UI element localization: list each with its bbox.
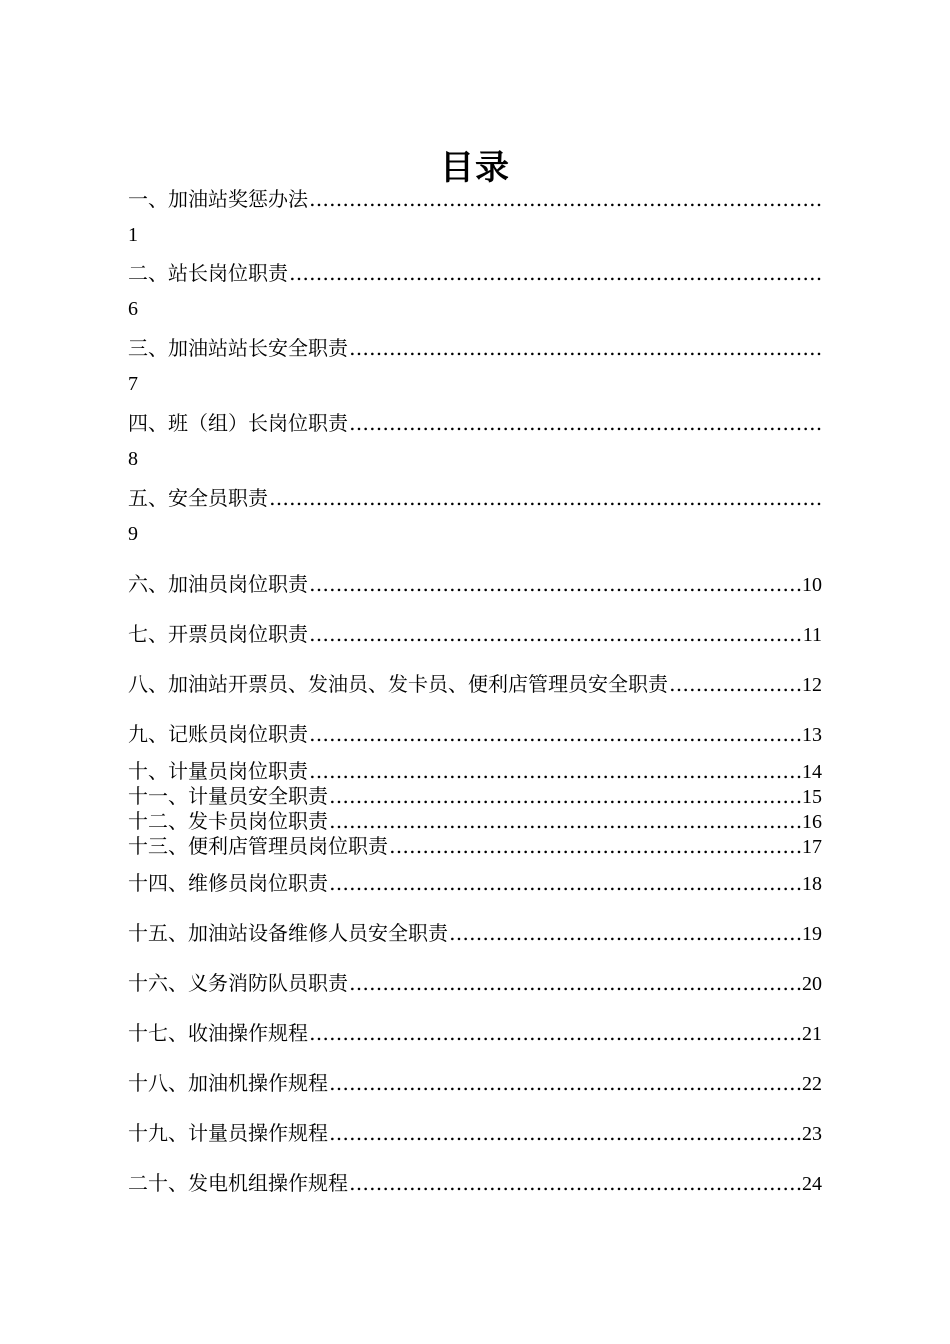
toc-entry-page: 10 [802,574,822,596]
toc-entry-page: 15 [802,786,822,808]
toc-leader-dots [329,1070,801,1096]
toc-entry-label: 六、加油员岗位职责 [128,572,308,596]
toc-entry-label: 十一、计量员安全职责 [128,784,328,808]
toc-entry-page: 11 [802,624,822,646]
toc-entry-page: 8 [128,448,138,470]
toc-entry-8[interactable] [128,671,822,698]
toc-leader-dots [309,760,801,782]
toc-entry-label: 一、加油站奖惩办法 [128,187,308,211]
toc-entry-page: 1 [128,224,138,246]
toc-entry-17[interactable] [128,1020,822,1047]
toc-entry-page: 9 [128,523,138,545]
toc-entry-13[interactable] [128,835,822,858]
toc-entry-label: 五、安全员职责 [128,486,268,510]
toc-entry-page: 21 [802,1023,822,1045]
toc-entry-page: 18 [802,873,822,895]
toc-entry-label: 十、计量员岗位职责 [128,759,308,783]
toc-entry-11[interactable] [128,785,822,808]
toc-leader-dots [309,186,821,212]
toc-leader-dots [329,870,801,896]
toc-leader-dots [389,835,801,857]
toc-entry-label: 十四、维修员岗位职责 [128,871,328,895]
toc-entry-label: 十六、义务消防队员职责 [128,971,348,995]
toc-entry-page: 16 [802,811,822,833]
toc-leader-dots [289,260,821,286]
toc-entry-14[interactable] [128,870,822,897]
toc-entry-label: 十八、加油机操作规程 [128,1071,328,1095]
page-title: 目录 [440,148,510,188]
toc-entry-7[interactable] [128,621,822,648]
toc-leader-dots [349,1170,801,1196]
toc-entry-page: 23 [802,1123,822,1145]
toc-entry-label: 二、站长岗位职责 [128,261,288,285]
toc-entry-label: 九、记账员岗位职责 [128,722,308,746]
toc-entry-label: 十二、发卡员岗位职责 [128,809,328,833]
toc-entry-19[interactable] [128,1120,822,1147]
toc-entry-label: 七、开票员岗位职责 [128,622,308,646]
toc-entry-page: 20 [802,973,822,995]
toc-entry-label: 十五、加油站设备维修人员安全职责 [128,921,448,945]
toc-entry-5[interactable] [128,485,822,545]
toc-entry-2[interactable] [128,260,822,320]
toc-leader-dots [329,1120,801,1146]
toc-entry-page: 24 [802,1173,822,1195]
toc-entry-10[interactable] [128,760,822,783]
toc-leader-dots [449,920,801,946]
toc-entry-label: 十九、计量员操作规程 [128,1121,328,1145]
toc-entry-page: 7 [128,373,138,395]
toc-leader-dots [329,785,801,807]
toc-leader-dots [309,571,801,597]
toc-entry-label: 十七、收油操作规程 [128,1021,308,1045]
toc-entry-label: 十三、便利店管理员岗位职责 [128,834,388,858]
toc-entry-page: 12 [802,674,822,696]
toc-entry-page: 17 [802,836,822,858]
toc-entry-4[interactable] [128,410,822,470]
toc-entry-label: 三、加油站站长安全职责 [128,336,348,360]
toc-entry-page: 19 [802,923,822,945]
toc-entry-label: 二十、发电机组操作规程 [128,1171,348,1195]
toc-leader-dots [349,970,801,996]
toc-entry-12[interactable] [128,810,822,833]
toc-entry-16[interactable] [128,970,822,997]
toc-entry-3[interactable] [128,335,822,395]
toc-leader-dots [309,721,801,747]
toc-entry-1[interactable] [128,186,822,246]
toc-entry-15[interactable] [128,920,822,947]
toc-leader-dots [329,810,801,832]
toc-entry-18[interactable] [128,1070,822,1097]
toc-leader-dots [349,410,821,436]
toc-leader-dots [309,621,802,647]
toc-entry-page: 13 [802,724,822,746]
toc-leader-dots [669,671,801,697]
toc-entry-6[interactable] [128,571,822,598]
toc-leader-dots [309,1020,801,1046]
toc-entry-label: 八、加油站开票员、发油员、发卡员、便利店管理员安全职责 [128,672,668,696]
toc-leader-dots [269,485,821,511]
toc-entry-9[interactable] [128,721,822,748]
toc-entry-page: 22 [802,1073,822,1095]
toc-entry-label: 四、班（组）长岗位职责 [128,411,348,435]
toc-leader-dots [349,335,821,361]
toc-entry-page: 14 [802,761,822,783]
toc-entry-page: 6 [128,298,138,320]
toc-entry-20[interactable] [128,1170,822,1197]
